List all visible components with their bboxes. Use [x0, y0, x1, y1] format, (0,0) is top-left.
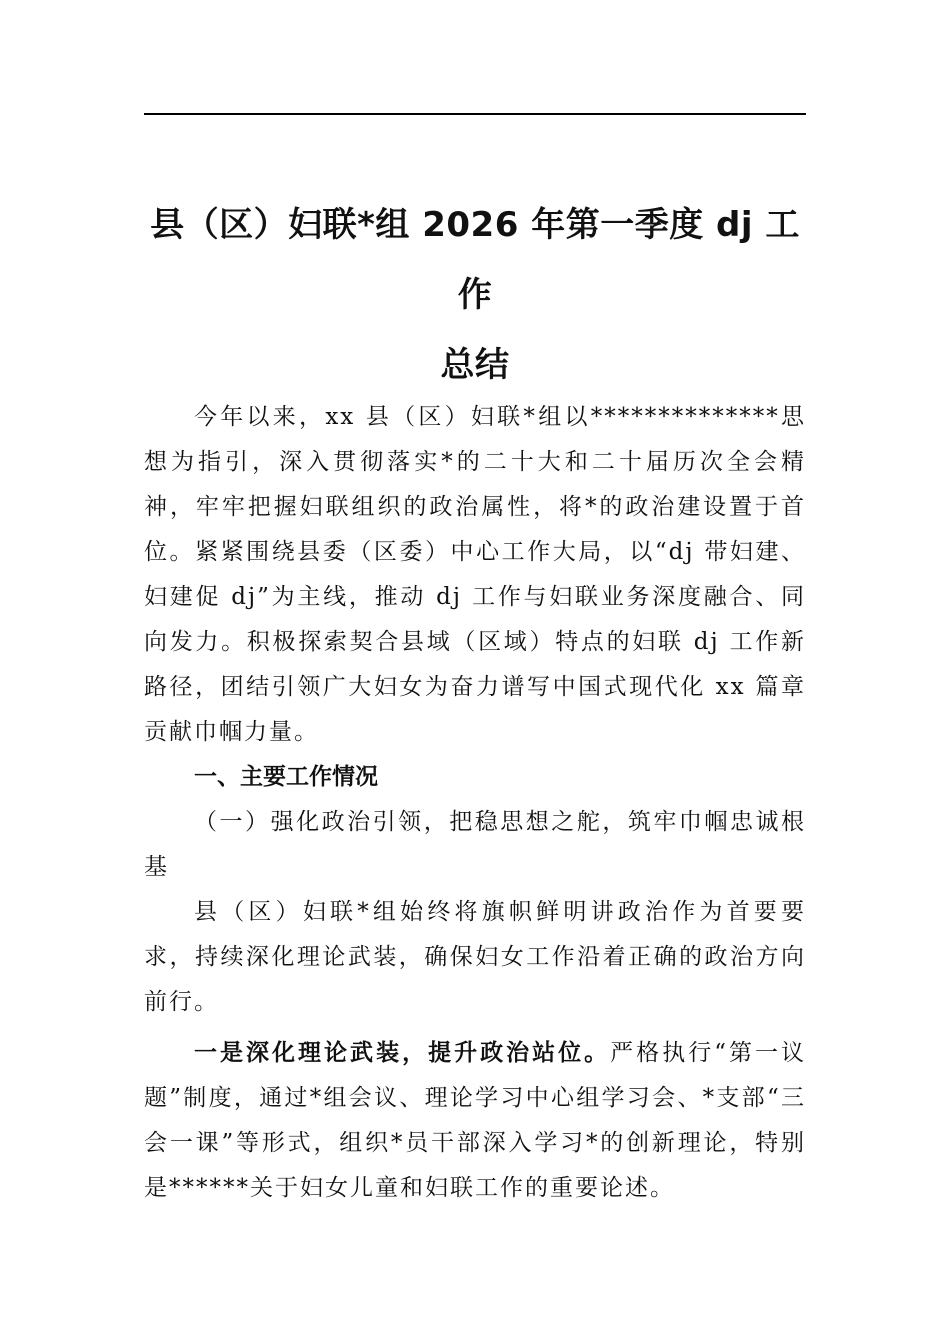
- point-text-1: 严格执行“第一议题”制度，通过*组会议、理论学习中心组学习会、*支部“三会一课”等形式，组织*员干部深入学习*的创新理论，特别是******关于妇女儿童和妇联工作的重要论述。: [144, 1040, 807, 1201]
- subsection-heading-1: （一）强化政治引领，把稳思想之舵，筑牢巾帼忠诚根基: [144, 809, 806, 880]
- point-lead-1: 一是深化理论武装，提升政治站位。: [194, 1040, 611, 1066]
- header-rule: [144, 113, 806, 115]
- title-line-2: 总结: [440, 345, 510, 385]
- document-body: [144, 395, 806, 1211]
- intro-paragraph: 今年以来，xx 县（区）妇联*组以**************思想为指引，深入贯彻落实*的二十大和二十届历次全会精神，牢牢把握妇联组织的政治属性，将*的政治建设置于首位。紧紧围绕县委（区委）中心工作大局，以“dj 带妇建、妇建促 dj”为主线，推动 dj 工作与妇联业务深度融合、同向发力。积极探索契合县域（区域）特点的妇联 dj 工作新路径，团结引领广大妇女为奋力谱写中国式现代化 xx 篇章贡献巾帼力量。: [144, 404, 806, 745]
- point-paragraph-1: [144, 1031, 806, 1211]
- subsection-paragraph-1: 县（区）妇联*组始终将旗帜鲜明讲政治作为首要要求，持续深化理论武装，确保妇女工作沿着正确的政治方向前行。: [144, 899, 806, 1015]
- document-title: [144, 190, 806, 400]
- title-line-1: 县（区）妇联*组 2026 年第一季度 dj 工作: [150, 205, 800, 315]
- section-heading-1: 一、主要工作情况: [194, 764, 378, 790]
